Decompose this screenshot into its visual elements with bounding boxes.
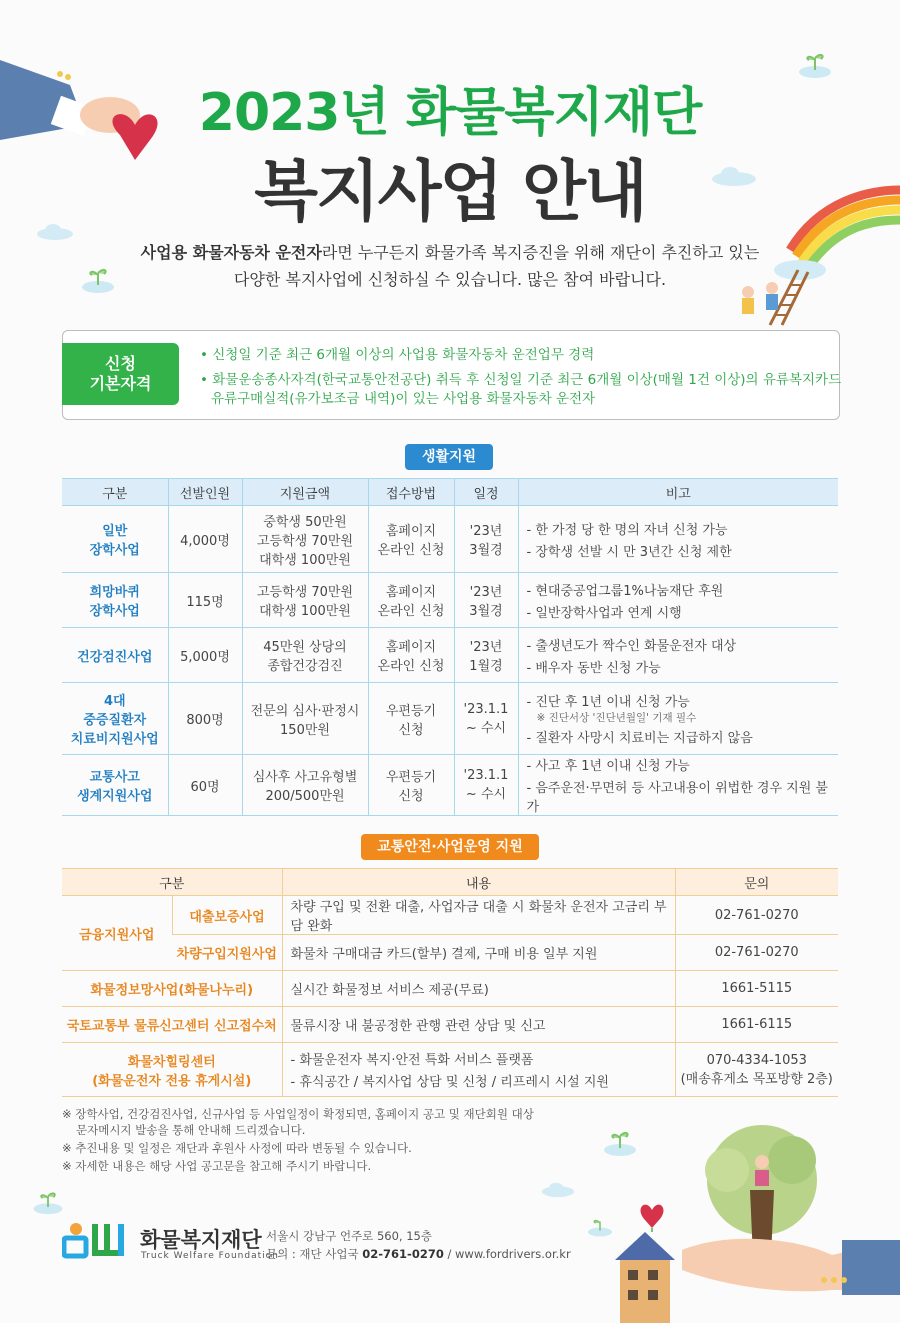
row-subcategory: 대출보증사업 <box>172 896 282 935</box>
row-method: 온라인 신청 <box>377 659 445 674</box>
row-amount: 전문의 심사·판정시 <box>250 703 360 719</box>
row-category: 화물차힐링센터 <box>127 1054 216 1070</box>
row-content: - 화물운전자 복지·안전 특화 서비스 플랫폼 <box>290 1053 534 1068</box>
table-row <box>62 1043 838 1097</box>
qualification-item: • 화물운송종사자격(한국교통안전공단) 취득 후 신청일 기준 최근 6개월 이상(매월 1건 이상)의 유류복지카드 <box>200 372 842 388</box>
row-contact: 1661-6115 <box>675 1007 838 1043</box>
table-row <box>62 573 838 628</box>
footnote: ※ 자세한 내용은 해당 사업 공고문을 참고해 주시기 바랍니다. <box>62 1159 372 1173</box>
section-label-living: 생활지원 <box>405 444 493 470</box>
row-category: (화물운전자 전용 휴게시설) <box>92 1073 252 1089</box>
row-date: '23.1.1 <box>463 701 509 717</box>
org-name: 화물복지재단 <box>140 1228 262 1252</box>
column-header: 비고 <box>518 479 838 506</box>
footnote: ※ 추진내용 및 일정은 재단과 후원사 사정에 따라 변동될 수 있습니다. <box>62 1141 412 1155</box>
footnote: ※ 장학사업, 건강검진사업, 신규사업 등 사업일정이 확정되면, 홈페이지 공고 및 재단회원 대상 <box>62 1107 534 1121</box>
column-header: 선발인원 <box>168 479 242 506</box>
row-date: '23년 <box>469 640 503 655</box>
row-category: 장학사업 <box>89 604 140 619</box>
row-note: - 한 가정 당 한 명의 자녀 신청 가능 <box>526 522 728 538</box>
column-header: 구분 <box>62 479 168 506</box>
row-category: 치료비지원사업 <box>70 732 159 747</box>
row-amount: 고등학생 70만원 <box>256 533 354 549</box>
column-header: 접수방법 <box>368 479 454 506</box>
row-note: - 진단 후 1년 이내 신청 가능 <box>526 695 690 710</box>
table-row <box>62 935 838 971</box>
row-method: 우편등기 <box>385 770 437 785</box>
intro-bold: 사업용 화물자동차 운전자 <box>140 243 322 262</box>
row-count: 5,000명 <box>168 628 242 683</box>
row-note: - 현대중공업그룹1%나눔재단 후원 <box>526 583 724 599</box>
intro-line1 <box>0 240 900 263</box>
section-label-traffic: 교통안전·사업운영 지원 <box>361 834 539 860</box>
contact-phone: 02-761-0270 <box>362 1247 444 1261</box>
row-note: - 일반장학사업과 연계 시행 <box>526 605 682 621</box>
row-count: 60명 <box>168 755 242 816</box>
row-category: 중증질환자 <box>83 713 147 728</box>
row-contact: 070-4334-1053 <box>706 1052 807 1068</box>
table-header-row <box>62 869 838 896</box>
intro-line2: 다양한 복지사업에 신청하실 수 있습니다. 많은 참여 바랍니다. <box>233 270 667 289</box>
row-amount: 대학생 100만원 <box>259 604 351 619</box>
row-count: 4,000명 <box>168 506 242 573</box>
row-date: '23.1.1 <box>463 768 509 783</box>
badge-line1: 신청 <box>105 354 136 373</box>
row-date: '23년 <box>469 585 503 600</box>
row-method: 신청 <box>398 789 424 804</box>
row-amount: 고등학생 70만원 <box>256 585 354 600</box>
row-date: ~ 수시 <box>465 787 507 802</box>
row-category: 국토교통부 물류신고센터 신고접수처 <box>62 1007 282 1043</box>
row-contact: 02-761-0270 <box>675 896 838 935</box>
column-header: 일정 <box>454 479 518 506</box>
row-subcategory: 차량구입지원사업 <box>172 935 282 971</box>
tree-house-hand-illustration <box>612 1120 900 1323</box>
row-amount: 200/500만원 <box>265 789 345 804</box>
row-note: - 배우자 동반 신청 가능 <box>526 660 661 676</box>
row-category: 생계지원사업 <box>77 789 153 804</box>
row-note: - 음주운전·무면허 등 사고내용이 위법한 경우 지원 불가 <box>526 781 828 815</box>
table-row <box>62 628 838 683</box>
qualification-item: 유류구매실적(유가보조금 내역)이 있는 사업용 화물자동차 운전자 <box>211 391 596 407</box>
row-note: - 장학생 선발 시 만 3년간 신청 제한 <box>526 544 732 560</box>
row-amount: 150만원 <box>280 722 330 738</box>
row-count: 800명 <box>168 683 242 755</box>
row-method: 홈페이지 <box>385 585 437 600</box>
table-row <box>62 506 838 573</box>
row-note: - 출생년도가 짝수인 화물운전자 대상 <box>526 638 737 654</box>
qualification-item: • 신청일 기준 최근 6개월 이상의 사업용 화물자동차 운전업무 경력 <box>200 347 595 363</box>
sprout-cloud-icon <box>30 1180 66 1216</box>
table-header-row <box>62 479 838 506</box>
row-date: ~ 수시 <box>465 720 507 736</box>
org-name-english: Truck Welfare Foundation <box>141 1251 279 1261</box>
row-method: 신청 <box>398 722 424 738</box>
row-date: 3월경 <box>469 543 503 558</box>
foundation-logo-icon <box>62 1220 132 1260</box>
table-row <box>62 683 838 755</box>
footnote: 문자메시지 발송을 통해 안내해 드리겠습니다. <box>76 1123 306 1137</box>
row-category: 금융지원사업 <box>62 896 172 971</box>
org-contact <box>266 1246 571 1262</box>
row-note: - 질환자 사망시 치료비는 지급하지 않음 <box>526 731 753 746</box>
row-date: '23년 <box>469 524 503 539</box>
row-date: 1월경 <box>469 659 503 674</box>
column-header: 구분 <box>62 869 282 896</box>
row-category: 일반 <box>102 524 128 539</box>
row-method: 온라인 신청 <box>377 604 445 619</box>
column-header: 지원금액 <box>242 479 368 506</box>
row-category: 건강검진사업 <box>77 649 153 665</box>
contact-website: / www.fordrivers.or.kr <box>443 1247 571 1261</box>
intro-rest: 라면 누구든지 화물가족 복지증진을 위해 재단이 추진하고 있는 <box>321 243 760 262</box>
sprout-cloud-icon <box>585 1208 615 1238</box>
column-header: 문의 <box>675 869 838 896</box>
table-row <box>62 896 838 935</box>
row-content: 실시간 화물정보 서비스 제공(무료) <box>282 971 675 1007</box>
column-header: 내용 <box>282 869 675 896</box>
row-content: 차량 구입 및 전환 대출, 사업자금 대출 시 화물차 운전자 고금리 부담 완화 <box>282 896 675 935</box>
row-content: 물류시장 내 불공정한 관행 관련 상담 및 신고 <box>282 1007 675 1043</box>
row-amount: 45만원 상당의 <box>263 640 347 655</box>
table-row <box>62 1007 838 1043</box>
row-amount: 심사후 사고유형별 <box>252 770 358 785</box>
row-date: 3월경 <box>469 604 503 619</box>
org-address: 서울시 강남구 언주로 560, 15층 <box>266 1229 432 1243</box>
row-category: 화물정보망사업(화물나누리) <box>62 971 282 1007</box>
row-amount: 종합건강검진 <box>267 659 343 674</box>
row-amount: 중학생 50만원 <box>263 514 347 530</box>
row-content: 화물차 구매대금 카드(할부) 결제, 구매 비용 일부 지원 <box>282 935 675 971</box>
living-support-table <box>62 478 838 816</box>
row-category: 장학사업 <box>89 543 140 558</box>
traffic-support-table <box>62 868 838 1097</box>
badge-line2: 기본자격 <box>89 374 152 393</box>
row-contact: 1661-5115 <box>675 971 838 1007</box>
row-category: 희망바퀴 <box>89 585 140 600</box>
row-category: 교통사고 <box>89 770 140 785</box>
row-note-sub: ※ 진단서상 '진단년월일' 기재 필수 <box>536 712 697 724</box>
contact-prefix: 문의 : 재단 사업국 <box>266 1247 363 1261</box>
cloud-icon <box>540 1180 576 1198</box>
row-note: - 사고 후 1년 이내 신청 가능 <box>526 759 690 774</box>
page-title-line2: 복지사업 안내 <box>254 153 646 230</box>
table-row <box>62 755 838 816</box>
row-amount: 대학생 100만원 <box>259 552 351 568</box>
row-content: - 휴식공간 / 복지사업 상담 및 신청 / 리프레시 시설 지원 <box>290 1075 609 1090</box>
row-method: 우편등기 <box>385 703 437 719</box>
qualification-badge <box>62 343 179 405</box>
row-method: 홈페이지 <box>385 640 437 655</box>
row-method: 온라인 신청 <box>377 543 445 558</box>
row-count: 115명 <box>168 573 242 628</box>
page-title-line1: 2023년 화물복지재단 <box>198 83 702 143</box>
table-row <box>62 971 838 1007</box>
row-method: 홈페이지 <box>385 524 437 539</box>
row-contact: (매송휴게소 목포방향 2층) <box>680 1071 833 1087</box>
row-category: 4대 <box>103 694 126 709</box>
row-contact: 02-761-0270 <box>675 935 838 971</box>
